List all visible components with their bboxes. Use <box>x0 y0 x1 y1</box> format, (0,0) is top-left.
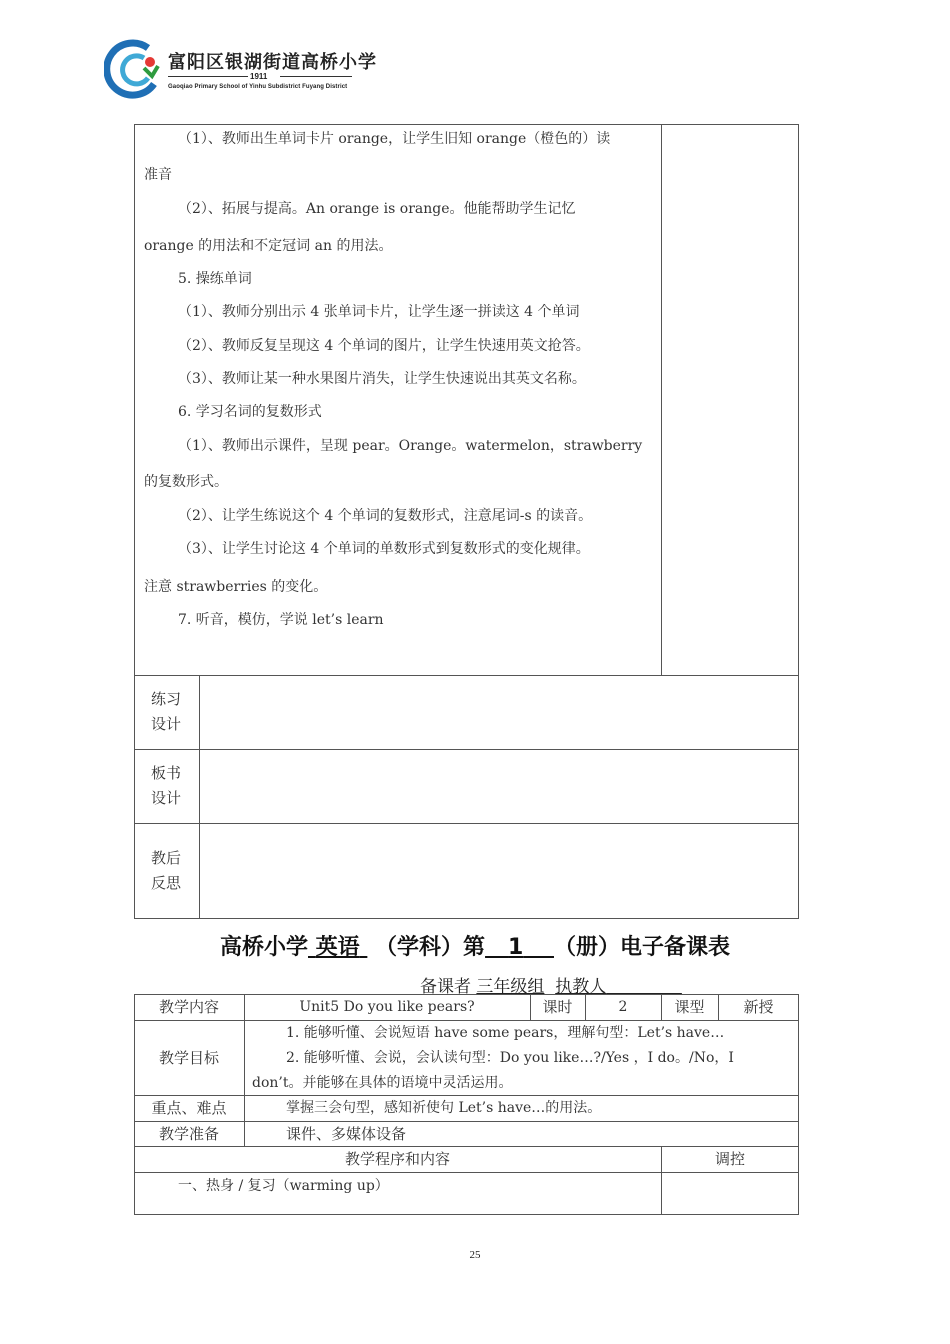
content-value: Unit5 Do you like pears? <box>299 999 475 1015</box>
row-divider <box>134 675 799 676</box>
reflection-label <box>151 846 181 896</box>
form-title <box>0 930 950 961</box>
preparer-value: 三年级组 <box>476 977 545 997</box>
procedure-line: 5. 操练单词 <box>178 271 252 287</box>
goal-line: 2. 能够听懂、会说，会认读句型：Do you like…?/Yes ，I do。/No，I <box>286 1050 734 1066</box>
goals-label: 教学目标 <box>158 1049 219 1067</box>
procedure-line: （3）、让学生讨论这 4 个单词的单数形式到复数形式的变化规律。 <box>178 541 590 557</box>
procedure-line: （1）、教师分别出示 4 张单词卡片，让学生逐一拼读这 4 个单词 <box>178 304 580 320</box>
title-volume: 1 <box>508 935 524 960</box>
title-school: 高桥小学 <box>219 935 308 960</box>
row-divider <box>134 1121 799 1122</box>
label-line: 设计 <box>151 789 182 807</box>
procedure-line: 准音 <box>144 167 172 183</box>
control-header: 调控 <box>714 1150 745 1168</box>
procedure-line: （2）、教师反复呈现这 4 个单词的图片，让学生快速用英文抢答。 <box>178 338 590 354</box>
preparer-label: 备课者 <box>420 977 471 997</box>
board-design-label <box>151 761 181 811</box>
school-name-cn: 富阳区银湖街道高桥小学 <box>168 52 377 73</box>
teacher-field: 执教人 <box>555 977 607 997</box>
school-logo-icon <box>104 38 166 100</box>
procedure-line: 7. 听音，模仿，学说 let’s learn <box>178 612 384 628</box>
procedure-line: 6. 学习名词的复数形式 <box>178 404 322 420</box>
prep-value: 课件、多媒体设备 <box>286 1125 407 1143</box>
school-founding-year: 1911 <box>250 72 268 81</box>
procedure-line: （2）、让学生练说这个 4 个单词的复数形式，注意尾词-s 的读音。 <box>178 508 593 524</box>
title-volume-label: （册）电子备课表 <box>553 935 730 960</box>
type-value: 新授 <box>743 998 774 1016</box>
practice-design-label <box>151 687 181 737</box>
row-divider <box>134 1172 799 1173</box>
label-line: 设计 <box>151 715 182 733</box>
label-line: 反思 <box>151 874 182 892</box>
title-subject-label: （学科）第 <box>375 935 486 960</box>
procedure-line: （1）、教师出示课件，呈现 pear。Orange。watermelon，strawberry <box>178 438 643 454</box>
hours-label: 课时 <box>542 998 573 1016</box>
content-label: 教学内容 <box>158 998 219 1016</box>
top-table-divider <box>661 124 662 675</box>
row-divider <box>134 749 799 750</box>
label-column-divider <box>199 675 200 919</box>
label-line: 板书 <box>151 764 182 782</box>
procedure-line: （2）、拓展与提高。An orange is orange。他能帮助学生记忆 <box>178 201 576 217</box>
label-line: 教后 <box>151 849 182 867</box>
procedure-line: 注意 strawberries 的变化。 <box>144 579 328 595</box>
school-name-en: Gaoqiao Primary School of Yinhu Subdistrict Fuyang District <box>168 84 348 90</box>
procedure-header: 教学程序和内容 <box>344 1150 450 1168</box>
row-divider <box>134 1146 799 1147</box>
page-number: 25 <box>469 1249 481 1261</box>
label-line: 练习 <box>151 690 182 708</box>
goal-line: 1. 能够听懂、会说短语 have some pears，理解句型：Let’s have… <box>286 1025 725 1041</box>
logo-divider-right <box>280 76 352 77</box>
key-points-label: 重点、难点 <box>151 1099 227 1117</box>
key-points-value: 掌握三会句型，感知祈使句 Let’s have…的用法。 <box>286 1100 602 1116</box>
title-subject: 英语 <box>315 935 360 960</box>
warmup-line: 一、热身 / 复习（warming up） <box>178 1178 389 1194</box>
procedure-line: （1）、教师出生单词卡片 orange，让学生旧知 orange（橙色的）读 <box>178 131 611 147</box>
procedure-line: （3）、教师让某一种水果图片消失，让学生快速说出其英文名称。 <box>178 371 586 387</box>
type-label: 课型 <box>674 998 705 1016</box>
procedure-line: orange 的用法和不定冠词 an 的用法。 <box>144 238 393 254</box>
goal-line: don’t。并能够在具体的语境中灵活运用。 <box>252 1075 513 1091</box>
row-divider <box>134 1020 799 1021</box>
logo-divider-left <box>168 76 248 77</box>
row-divider <box>134 1095 799 1096</box>
hours-value: 2 <box>618 999 628 1015</box>
procedure-line: 的复数形式。 <box>144 474 228 490</box>
row-divider <box>134 823 799 824</box>
prep-label: 教学准备 <box>158 1125 219 1143</box>
